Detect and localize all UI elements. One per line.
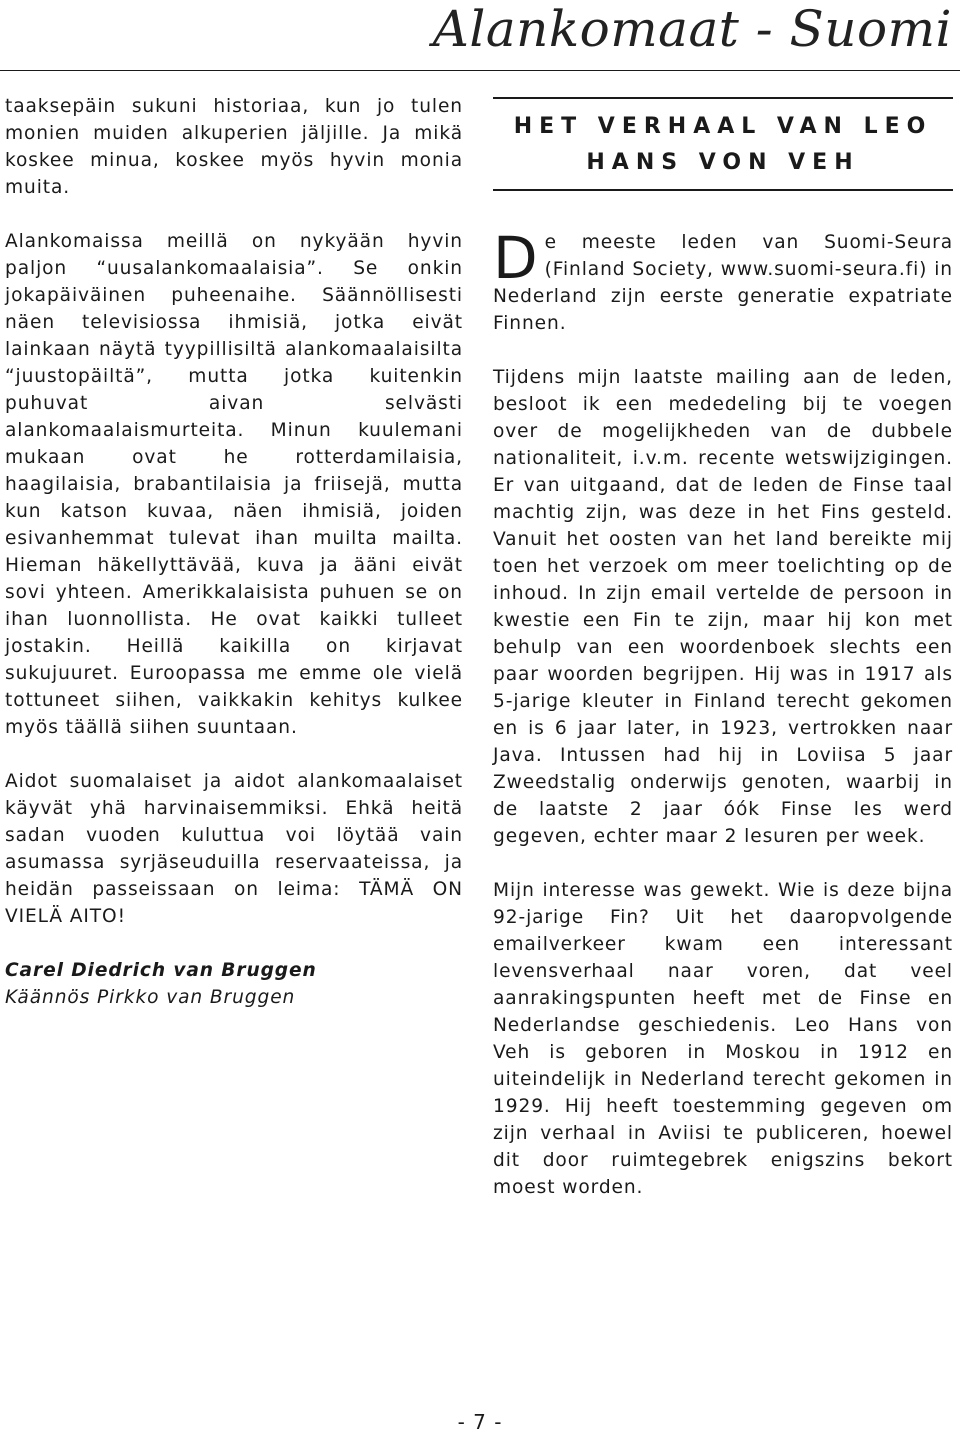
article-title-line-2: HANS VON VEH	[586, 150, 860, 175]
article-paragraph-2: Mijn interesse was gewekt. Wie is deze bijna 92-jarige Fin? Uit het daaropvolgende emailverkeer kwam een interessant levensverhaal naar voren, dat veel aanrakingspunten heeft met de Finse en Nederlandse geschiedenis. Leo Hans von Veh is geboren in Moskou in 1912 en uiteindelijk in Nederland terecht gekomen in 1929. Hij heeft toestemming gegeven om zijn verhaal in Aviisi te publiceren, hoewel dit door ruimtegebrek enigszins bekort moest worden.	[493, 880, 953, 1198]
article-title-line-1: HET VERHAAL VAN LEO	[513, 114, 933, 139]
page-header-title: Alankomaat - Suomi	[432, 0, 952, 58]
article-paragraph-1: Tijdens mijn laatste mailing aan de leden, besloot ik een mededeling bij te voegen over de mogelijkheden van de dubbele nationaliteit, i.v.m. recente wetswijzigingen. Er van uitgaand, dat de leden de Finse taal machtig zijn, was deze in het Fins gesteld. Vanuit het oosten van het land bereikte mij toen het verzoek om meer toelichting op de inhoud. In zijn email vertelde de persoon in kwestie een Fin te zijn, maar hij kon met behulp van een woordenboek slechts een paar woorden begrijpen. Hij was in 1917 als 5-jarige kleuter in Finland terecht gekomen en is 6 jaar later, in 1923, vertrokken naar Java. Intussen had hij in Loviisa 5 jaar Zweedstalig onderwijs genoten, waarbij in de laatste 2 jaar óók Finse les werd gegeven, echter maar 2 lesuren per week.	[493, 367, 953, 847]
author-name: Carel Diedrich van Bruggen	[5, 960, 317, 981]
article-intro-text: e meeste leden van Suomi-Seura (Finland Society, www.suomi-seura.fi) in Nederland zijn eerste generatie expatriate Finnen.	[493, 232, 953, 334]
left-column	[5, 93, 463, 1011]
header-divider	[0, 70, 960, 71]
right-column	[493, 224, 953, 1201]
translator-credit: Käännös Pirkko van Bruggen	[5, 987, 296, 1008]
left-paragraph-1: taaksepäin sukuni historiaa, kun jo tulen monien muiden alkuperien jäljille. Ja mikä koskee minua, koskee myös hyvin monia muita.	[5, 96, 463, 198]
article-intro	[493, 224, 953, 337]
article-title	[493, 97, 953, 191]
drop-cap: D	[493, 224, 539, 292]
left-paragraph-3: Aidot suomalaiset ja aidot alankomaalaiset käyvät yhä harvinaisemmiksi. Ehkä heitä sadan vuoden kuluttua voi löytää vain asumassa syrjäseuduilla reservaateissa, ja heidän passeissaan on leima: TÄMÄ ON VIELÄ AITO!	[5, 771, 463, 927]
page-number: - 7 -	[457, 1410, 503, 1434]
left-paragraph-2: Alankomaissa meillä on nykyään hyvin paljon “uusalankomaalaisia”. Se onkin jokapäiväinen puheenaihe. Säännöllisesti näen televisiossa ihmisiä, jotka eivät lainkaan näytä tyypillisiltä alankomaalaisilta “juustopäiltä”, mutta jotka kuitenkin puhuvat aivan selvästi alankomaalaismurteita. Minun kuulemani mukaan ovat he rotterdamilaisia, haagilaisia, brabantilaisia ja friisejä, mutta kun katson kuvaa, näen ihmisiä, joiden esivanhemmat tulevat ihan muilta mailta. Hieman häkellyttävää, kuva ja ääni eivät sovi yhteen. Amerikkalaisista puhuen se on ihan luonnollista. He ovat kaikki tulleet jostakin. Heillä kaikilla on kirjavat sukujuuret. Euroopassa me emme ole vielä tottuneet siihen, vaikkakin kehitys kulkee myös täällä siihen suuntaan.	[5, 231, 463, 738]
